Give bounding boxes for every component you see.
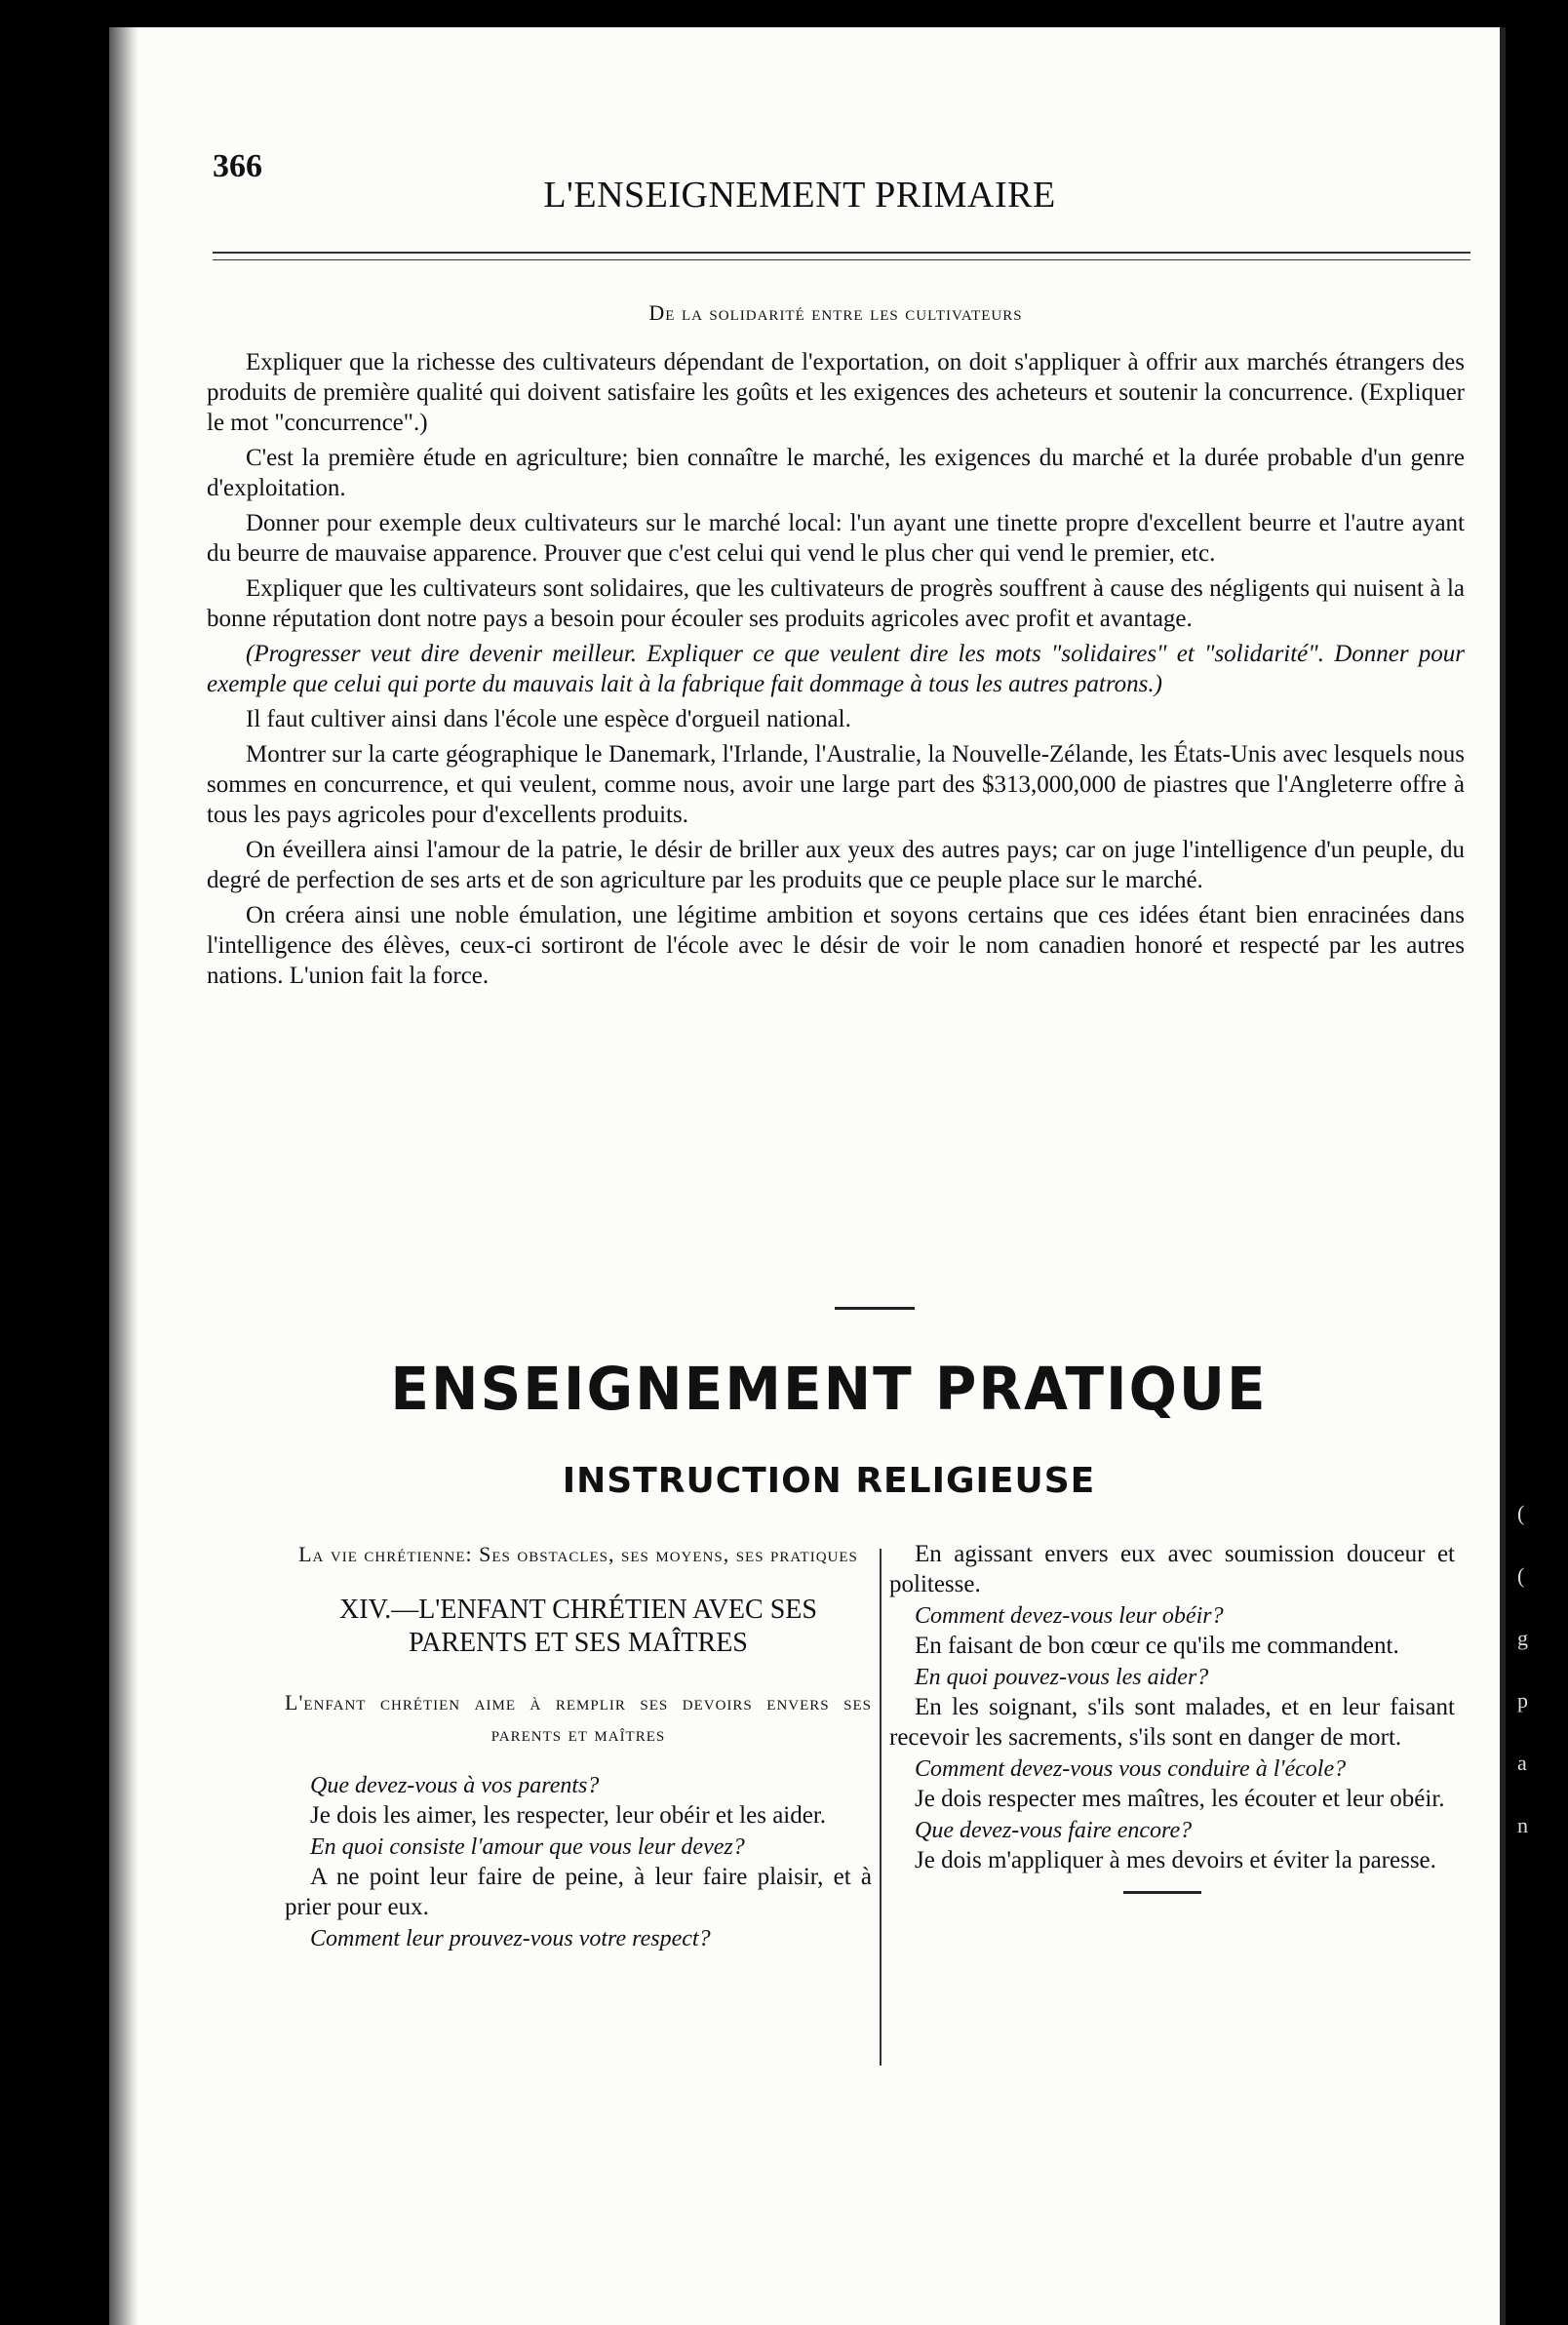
section-paragraph: C'est la première étude en agriculture; bien connaître le marché, les exigences du marché et la durée probable d'un genre d'exploitation.: [207, 445, 1465, 501]
facing-page-fragment: [1517, 1482, 1568, 1857]
section-paragraphs: [207, 347, 1465, 991]
section-title: De la solidarité entre les cultivateurs: [648, 300, 1023, 325]
section-paragraph: On créera ainsi une noble émulation, une légitime ambition et soyons certains que ces idées étant bien enracinées dans l'intelligence des élèves, ceux-ci sortiront de l'école avec le désir de voir le nom canadien honoré et respecté par les autres nations. L'union fait la force.: [207, 902, 1465, 989]
right-catechism: [889, 1539, 1455, 1875]
section-paragraph: Donner pour exemple deux cultivateurs sur le marché local: l'un ayant une tinette propre d'excellent beurre et l'autre ayant du beurre de mauvaise apparence. Prouver que c'est celui qui vend le plus cher qui vend le premier, etc.: [207, 510, 1465, 567]
end-rule: [1123, 1891, 1201, 1894]
catechism-answer: En faisant de bon cœur ce qu'ils me commandent.: [915, 1633, 1399, 1659]
catechism-answer: Je dois les aimer, les respecter, leur obéir et les aider.: [310, 1802, 827, 1829]
section-paragraph: (Progresser veut dire devenir meilleur. Expliquer ce que veulent dire les mots "solidaires" et "solidarité". Donner pour exemple que celui qui porte du mauvais lait à la fabrique fait dommage à tous les autres patrons.): [207, 641, 1465, 697]
page: [109, 27, 1506, 2325]
religious-instruction-subtitle: INSTRUCTION RELIGIEUSE: [562, 1461, 1096, 1501]
practical-teaching-title: ENSEIGNEMENT PRATIQUE: [390, 1354, 1268, 1424]
running-head: L'ENSEIGNEMENT PRIMAIRE: [543, 175, 1056, 216]
section-paragraph: Expliquer que les cultivateurs sont solidaires, que les cultivateurs de progrès souffrent à cause des négligents qui nuisent à la bonne réputation dont notre pays a besoin pour écouler ses produits agricoles avec profit et avantage.: [207, 575, 1465, 632]
catechism-question: Comment devez-vous vous conduire à l'école?: [915, 1756, 1347, 1782]
section-paragraph: Il faut cultiver ainsi dans l'école une espèce d'orgueil national.: [246, 706, 851, 732]
catechism-question: Comment devez-vous leur obéir?: [915, 1603, 1224, 1629]
catechism-question: En quoi consiste l'amour que vous leur devez?: [310, 1834, 745, 1860]
section-separator-rule: [835, 1307, 915, 1310]
section-paragraph: Montrer sur la carte géographique le Danemark, l'Irlande, l'Australie, la Nouvelle-Zélande, les États-Unis avec lesquels nous sommes en concurrence, et qui veulent, comme nous, avoir une large part des $313,000,000 de piastres que l'Angleterre offre à tous les pays agricoles pour d'excellents produits.: [207, 741, 1465, 828]
catechism-question: Comment leur prouvez-vous votre respect?: [310, 1926, 711, 1951]
catechism-answer: Je dois respecter mes maîtres, les écouter et leur obéir.: [915, 1786, 1445, 1812]
header-rule-top: [213, 252, 1470, 254]
facing-page-letter: a: [1517, 1751, 1527, 1775]
page-number: 366: [213, 148, 262, 184]
catechism-answer: Je dois m'appliquer à mes devoirs et éviter la paresse.: [915, 1847, 1436, 1873]
catechism-question: En quoi pouvez-vous les aider?: [915, 1665, 1209, 1690]
header-rule-bottom: [213, 259, 1470, 260]
solidarity-section: [207, 300, 1465, 991]
right-column: [889, 1539, 1455, 1894]
catechism-question: Que devez-vous à vos parents?: [310, 1773, 600, 1798]
catechism-answer: En les soignant, s'ils sont malades, et en leur faisant recevoir les sacrements, s'ils sont en danger de mort.: [889, 1694, 1455, 1751]
lesson-subheading: L'enfant chrétien aime à remplir ses devoirs envers ses parents et maîtres: [285, 1690, 872, 1746]
page-edge: [1500, 27, 1506, 2325]
catechism-question: Que devez-vous faire encore?: [915, 1818, 1193, 1843]
lesson-title: XIV.—L'ENFANT CHRÉTIEN AVEC SES PARENTS ET SES MAÎTRES: [339, 1595, 817, 1658]
section-paragraph: On éveillera ainsi l'amour de la patrie, le désir de briller aux yeux des autres pays; car on juge l'intelligence d'un peuple, du degré de perfection de ses arts et de son agriculture par les produits que ce peuple place sur le marché.: [207, 837, 1465, 893]
catechism-answer: A ne point leur faire de peine, à leur faire plaisir, et à prier pour eux.: [285, 1864, 872, 1920]
book-spine-shadow: [109, 27, 138, 2325]
facing-page-letter: (: [1517, 1501, 1525, 1525]
left-column: [285, 1539, 872, 1953]
column-divider: [880, 1549, 882, 2066]
facing-page-letter: (: [1517, 1563, 1525, 1588]
section-paragraph: Expliquer que la richesse des cultivateurs dépendant de l'exportation, on doit s'appliquer à offrir aux marchés étrangers des produits de première qualité qui doivent satisfaire les goûts et les exigences des acheteurs et soutenir la concurrence. (Expliquer le mot "concurrence".): [207, 349, 1465, 436]
left-catechism: [285, 1771, 872, 1953]
catechism-answer: En agissant envers eux avec soumission douceur et politesse.: [889, 1541, 1455, 1597]
facing-page-letter: p: [1517, 1688, 1528, 1713]
facing-page-letter: n: [1517, 1813, 1528, 1837]
left-column-heading: La vie chrétienne: Ses obstacles, ses moyens, ses pratiques: [298, 1542, 858, 1566]
facing-page-letter: g: [1517, 1626, 1528, 1650]
